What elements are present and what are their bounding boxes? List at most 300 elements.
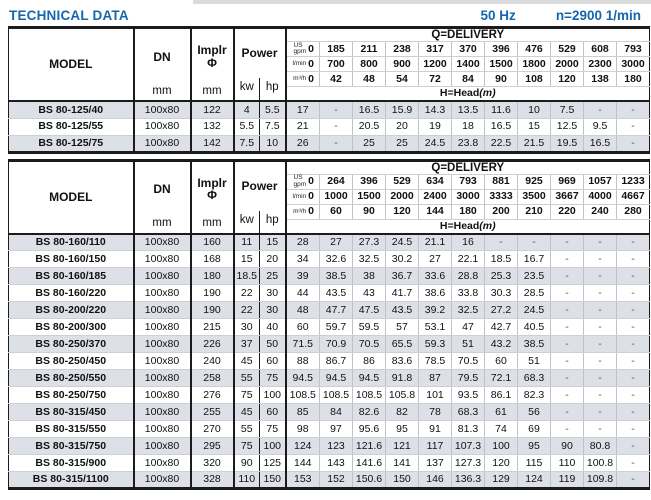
head-value-cell: 28.8 xyxy=(452,268,485,285)
q-m3_h-value: 54 xyxy=(386,72,419,87)
hp-cell: 125 xyxy=(260,455,286,472)
q-m3_h-value: 210 xyxy=(518,204,551,219)
model-cell: BS 80-315/550 xyxy=(9,421,134,438)
head-value-cell: 43.5 xyxy=(386,302,419,319)
q-l_min-value: 2000 xyxy=(386,189,419,204)
head-value-cell: 33.8 xyxy=(452,285,485,302)
implr-cell: 142 xyxy=(191,135,234,152)
head-value-cell: 22.5 xyxy=(485,135,518,152)
head-value-cell: 86 xyxy=(353,353,386,370)
head-value-cell: - xyxy=(584,353,617,370)
hp-cell: 60 xyxy=(260,353,286,370)
implr-cell: 132 xyxy=(191,118,234,135)
head-value-cell: 61 xyxy=(485,404,518,421)
impeller-column-header xyxy=(191,160,234,234)
model-cell: BS 80-315/900 xyxy=(9,455,134,472)
kw-cell: 110 xyxy=(234,472,260,489)
head-value-cell: 25 xyxy=(386,135,419,152)
head-value-cell: 121.6 xyxy=(353,438,386,455)
head-value-cell: 43.5 xyxy=(320,285,353,302)
implr-cell: 180 xyxy=(191,268,234,285)
dn-cell: 100x80 xyxy=(134,370,191,387)
implr-cell: 320 xyxy=(191,455,234,472)
q-us_gpm-value: 264 xyxy=(320,174,353,189)
table-row xyxy=(9,387,650,404)
head-value-cell: - xyxy=(584,336,617,353)
head-value-cell: 40.5 xyxy=(518,319,551,336)
head-value-cell: 129 xyxy=(485,472,518,489)
head-value-cell: 80.8 xyxy=(584,438,617,455)
pump-table-bs80-125 xyxy=(8,26,650,154)
kw-cell: 90 xyxy=(234,455,260,472)
power-column-header xyxy=(234,28,286,102)
head-value-cell: - xyxy=(584,234,617,251)
kw-cell: 55 xyxy=(234,421,260,438)
implr-cell: 258 xyxy=(191,370,234,387)
table-row xyxy=(9,251,650,268)
head-value-cell: 57 xyxy=(386,319,419,336)
head-value-cell: 108.5 xyxy=(286,387,320,404)
head-value-cell: 70.5 xyxy=(353,336,386,353)
impeller-phi-symbol: Φ xyxy=(207,55,217,70)
head-value-cell: 38.6 xyxy=(419,285,452,302)
dn-cell: 100x80 xyxy=(134,455,191,472)
head-value-cell: - xyxy=(551,404,584,421)
implr-cell: 160 xyxy=(191,234,234,251)
table-row xyxy=(9,472,650,489)
head-value-cell: 127.3 xyxy=(452,455,485,472)
q-m3_h-value: 48 xyxy=(353,72,386,87)
kw-cell: 75 xyxy=(234,387,260,404)
model-cell: BS 80-160/110 xyxy=(9,234,134,251)
head-value-cell: 69 xyxy=(518,421,551,438)
dn-unit: mm xyxy=(152,217,172,230)
dn-cell: 100x80 xyxy=(134,421,191,438)
head-value-cell: - xyxy=(551,387,584,404)
q-m3_h-unit-label: m³/h xyxy=(293,75,307,83)
q-us_gpm-unit-label: US gpm xyxy=(293,41,307,56)
table-row xyxy=(9,268,650,285)
head-value-cell: 13.5 xyxy=(452,101,485,118)
head-value-cell: 12.5 xyxy=(551,118,584,135)
head-value-cell: 153 xyxy=(294,473,312,486)
q-l_min-unit-and-zero xyxy=(286,57,320,72)
table-row xyxy=(9,353,650,370)
head-value-cell: 85 xyxy=(286,404,320,421)
model-cell: BS 80-125/75 xyxy=(9,135,134,152)
head-value-cell: - xyxy=(584,421,617,438)
head-value-cell: 82 xyxy=(386,404,419,421)
head-value-cell: 15.9 xyxy=(386,101,419,118)
model-cell: BS 80-250/450 xyxy=(9,353,134,370)
head-value-cell: 150.6 xyxy=(353,472,386,489)
q-l_min-unit-label: l/min xyxy=(292,60,307,67)
head-value-cell: 78.5 xyxy=(419,353,452,370)
hp-cell: 5.5 xyxy=(260,101,286,118)
head-value-cell: 23.8 xyxy=(452,135,485,152)
head-value-cell: 16 xyxy=(452,234,485,251)
head-value-cell: 27 xyxy=(419,251,452,268)
head-value-cell: 19 xyxy=(419,118,452,135)
head-value-cell: 47.7 xyxy=(320,302,353,319)
table-row xyxy=(9,234,650,251)
head-value-cell: 44 xyxy=(286,285,320,302)
q-us_gpm-value: 529 xyxy=(551,42,584,57)
kw-cell: 22 xyxy=(234,302,260,319)
q-l_min-unit-and-zero xyxy=(286,189,320,204)
model-column-header: MODEL xyxy=(9,28,134,102)
head-value-cell: 39 xyxy=(286,268,320,285)
head-value-cell: - xyxy=(617,353,650,370)
head-value-cell: 56 xyxy=(518,404,551,421)
head-value-cell: 22.1 xyxy=(452,251,485,268)
dn-cell: 100x80 xyxy=(134,404,191,421)
head-value-cell: 38.5 xyxy=(320,268,353,285)
head-value-cell: - xyxy=(617,438,650,455)
q-us_gpm-value: 370 xyxy=(452,42,485,57)
table-body xyxy=(9,234,650,489)
table-header xyxy=(9,160,650,234)
table-row xyxy=(9,336,650,353)
head-value-cell: 150 xyxy=(386,472,419,489)
head-value-cell: 141 xyxy=(386,455,419,472)
frequency-label: 50 Hz xyxy=(480,8,516,23)
implr-cell: 270 xyxy=(191,421,234,438)
impeller-column-header xyxy=(191,28,234,102)
kw-cell: 75 xyxy=(234,438,260,455)
head-value-cell: 16.5 xyxy=(584,135,617,152)
hp-cell: 50 xyxy=(260,336,286,353)
q-l_min-value: 3333 xyxy=(485,189,518,204)
q-us_gpm-value: 476 xyxy=(518,42,551,57)
table-row xyxy=(9,285,650,302)
hp-cell: 25 xyxy=(260,268,286,285)
head-value-cell: 10 xyxy=(518,101,551,118)
head-value-cell: 121 xyxy=(386,438,419,455)
dn-cell: 100x80 xyxy=(134,251,191,268)
head-value-cell: 100 xyxy=(485,438,518,455)
hp-unit: hp xyxy=(259,78,285,100)
q-us_gpm-value: 969 xyxy=(551,174,584,189)
head-value-cell: 16.7 xyxy=(518,251,551,268)
kw-cell: 30 xyxy=(234,319,260,336)
head-value-cell: 100.8 xyxy=(584,455,617,472)
q-us_gpm-value: 1057 xyxy=(584,174,617,189)
head-value-cell: 59.7 xyxy=(320,319,353,336)
table-row xyxy=(9,101,650,118)
head-value-cell: - xyxy=(485,234,518,251)
head-value-cell: 94.5 xyxy=(286,370,320,387)
head-value-cell: - xyxy=(617,135,650,152)
model-cell: BS 80-250/370 xyxy=(9,336,134,353)
head-value-cell: - xyxy=(617,302,650,319)
head-value-cell: 32.5 xyxy=(452,302,485,319)
kw-cell: 45 xyxy=(234,353,260,370)
head-value-cell: 98 xyxy=(286,421,320,438)
head-value-cell: 78 xyxy=(419,404,452,421)
head-value-cell: - xyxy=(617,404,650,421)
dn-label: DN xyxy=(153,49,171,64)
q-m3_h-value: 200 xyxy=(485,204,518,219)
table-row xyxy=(9,118,650,135)
head-value-cell: 38.5 xyxy=(518,336,551,353)
head-value-cell: 79.5 xyxy=(452,370,485,387)
head-value-cell: 24.5 xyxy=(419,135,452,152)
head-value-cell: 146 xyxy=(419,472,452,489)
head-value-cell: - xyxy=(584,387,617,404)
dn-cell: 100x80 xyxy=(134,268,191,285)
head-value-cell: 32.5 xyxy=(353,251,386,268)
head-unit: (m) xyxy=(479,87,496,100)
head-value-cell: - xyxy=(617,336,650,353)
kw-cell: 55 xyxy=(234,370,260,387)
dn-cell: 100x80 xyxy=(134,387,191,404)
head-value-cell: - xyxy=(617,285,650,302)
head-value-cell: 124 xyxy=(286,438,320,455)
head-value-cell: 30.3 xyxy=(485,285,518,302)
implr-cell: 240 xyxy=(191,353,234,370)
q-us_gpm-unit-label: US gpm xyxy=(293,174,307,188)
head-value-cell: - xyxy=(617,101,650,118)
model-cell: BS 80-125/40 xyxy=(9,101,134,118)
head-value-cell: 41.7 xyxy=(386,285,419,302)
q-m3_h-value: 90 xyxy=(353,204,386,219)
implr-cell: 168 xyxy=(191,251,234,268)
q-us_gpm-unit-and-zero xyxy=(286,42,320,57)
table-header xyxy=(9,28,650,102)
q-l_min-value: 2300 xyxy=(584,57,617,72)
head-value-cell: 109.8 xyxy=(584,472,617,489)
head-value-cell: - xyxy=(584,404,617,421)
q-us_gpm-value: 396 xyxy=(353,174,386,189)
q-m3_h-value: 0 xyxy=(308,205,315,218)
head-value-cell: 26 xyxy=(296,136,309,149)
head-value-cell: 34 xyxy=(286,251,320,268)
head-value-cell: 72.1 xyxy=(485,370,518,387)
head-value-cell: 28.5 xyxy=(518,285,551,302)
q-m3_h-value: 220 xyxy=(551,204,584,219)
head-value-cell: 9.5 xyxy=(584,118,617,135)
head-value-cell: 25 xyxy=(353,135,386,152)
head-value-cell: 94.5 xyxy=(320,370,353,387)
head-value-cell: 33.6 xyxy=(419,268,452,285)
head-value-cell: 38 xyxy=(353,268,386,285)
dn-cell: 100x80 xyxy=(134,285,191,302)
q-l_min-value: 1200 xyxy=(419,57,452,72)
head-value-cell: - xyxy=(518,234,551,251)
q-l_min-unit-label: l/min xyxy=(292,192,307,200)
head-value-cell: 123 xyxy=(320,438,353,455)
head-value-cell: 16.5 xyxy=(485,118,518,135)
head-value-cell: 51 xyxy=(452,336,485,353)
head-value-cell: - xyxy=(551,421,584,438)
head-value-cell: - xyxy=(551,302,584,319)
q-us_gpm-unit-and-zero xyxy=(286,174,320,189)
head-value-cell: - xyxy=(584,101,617,118)
q-us_gpm-value: 925 xyxy=(518,174,551,189)
model-cell: BS 80-200/300 xyxy=(9,319,134,336)
head-value-cell: 68.3 xyxy=(518,370,551,387)
hp-cell: 60 xyxy=(260,404,286,421)
hp-cell: 100 xyxy=(260,438,286,455)
head-value-cell: - xyxy=(584,251,617,268)
q-l_min-value: 1500 xyxy=(485,57,518,72)
head-value-cell: - xyxy=(551,353,584,370)
q-m3_h-value: 60 xyxy=(320,204,353,219)
dn-cell: 100x80 xyxy=(134,135,191,152)
head-unit: (m) xyxy=(479,219,496,232)
implr-cell: 190 xyxy=(191,285,234,302)
head-value-cell: - xyxy=(617,118,650,135)
hp-cell: 75 xyxy=(260,421,286,438)
hp-cell: 30 xyxy=(260,302,286,319)
q-m3_h-value: 280 xyxy=(617,204,650,219)
head-value-cell: - xyxy=(617,472,650,489)
table-row xyxy=(9,455,650,472)
head-value-cell: 124 xyxy=(518,472,551,489)
kw-cell: 18.5 xyxy=(234,268,260,285)
implr-cell: 295 xyxy=(191,438,234,455)
q-m3_h-value: 138 xyxy=(584,72,617,87)
head-value-cell: 19.5 xyxy=(551,135,584,152)
head-value-cell: 43.2 xyxy=(485,336,518,353)
dn-unit: mm xyxy=(152,84,172,97)
hp-cell: 10 xyxy=(260,135,286,152)
table-row xyxy=(9,135,650,152)
q-m3_h-unit-label: m³/h xyxy=(293,207,307,215)
q-m3_h-value: 0 xyxy=(308,72,315,85)
head-value-cell: 87 xyxy=(419,370,452,387)
head-value-cell: 82.3 xyxy=(518,387,551,404)
hp-unit: hp xyxy=(259,211,285,233)
head-value-cell: 117 xyxy=(419,438,452,455)
kw-cell: 11 xyxy=(234,234,260,251)
head-value-cell: 11.6 xyxy=(485,101,518,118)
q-m3_h-value: 120 xyxy=(551,72,584,87)
head-value-cell: 152 xyxy=(320,472,353,489)
head-label: H=Head xyxy=(439,219,480,232)
q-us_gpm-value: 0 xyxy=(308,42,315,55)
q-us_gpm-value: 1233 xyxy=(617,174,650,189)
q-delivery-header: Q=DELIVERY xyxy=(286,160,650,174)
q-l_min-value: 0 xyxy=(308,57,315,70)
head-value-cell: 144 xyxy=(286,455,320,472)
table-row xyxy=(9,302,650,319)
power-label: Power xyxy=(241,46,278,61)
head-value-cell: - xyxy=(551,251,584,268)
q-l_min-value: 900 xyxy=(386,57,419,72)
head-value-cell: 91.8 xyxy=(386,370,419,387)
head-value-cell: 14.3 xyxy=(419,101,452,118)
head-value-cell: - xyxy=(584,268,617,285)
dn-cell: 100x80 xyxy=(134,472,191,489)
head-value-cell: - xyxy=(617,387,650,404)
q-l_min-value: 3667 xyxy=(551,189,584,204)
head-row-header xyxy=(286,219,650,233)
q-l_min-value: 700 xyxy=(320,57,353,72)
head-value-cell: 24.5 xyxy=(518,302,551,319)
head-value-cell: 70.9 xyxy=(320,336,353,353)
head-value-cell: - xyxy=(617,234,650,251)
head-value-cell: - xyxy=(320,101,353,118)
table-row xyxy=(9,421,650,438)
head-value-cell: 65.5 xyxy=(386,336,419,353)
q-m3_h-value: 144 xyxy=(419,204,452,219)
model-cell: BS 80-315/750 xyxy=(9,438,134,455)
head-value-cell: 91 xyxy=(419,421,452,438)
q-m3_h-value: 90 xyxy=(485,72,518,87)
head-value-cell: 115 xyxy=(518,455,551,472)
model-column-header: MODEL xyxy=(9,160,134,234)
table-body xyxy=(9,101,650,152)
kw-cell: 5.5 xyxy=(234,118,260,135)
model-cell: BS 80-160/150 xyxy=(9,251,134,268)
hp-cell: 20 xyxy=(260,251,286,268)
q-l_min-value: 3000 xyxy=(617,57,650,72)
dn-column-header xyxy=(134,28,191,102)
kw-unit: kw xyxy=(239,81,254,94)
head-value-cell: 90 xyxy=(551,438,584,455)
head-value-cell: 82.6 xyxy=(353,404,386,421)
q-m3_h-value: 84 xyxy=(452,72,485,87)
head-value-cell: 105.8 xyxy=(386,387,419,404)
head-value-cell: 94.5 xyxy=(353,370,386,387)
model-cell: BS 80-250/550 xyxy=(9,370,134,387)
head-value-cell: 143 xyxy=(320,455,353,472)
head-value-cell: - xyxy=(551,234,584,251)
model-cell: BS 80-315/450 xyxy=(9,404,134,421)
kw-cell: 4 xyxy=(234,101,260,118)
head-value-cell: - xyxy=(551,285,584,302)
q-m3_h-value: 240 xyxy=(584,204,617,219)
impeller-label: Implr xyxy=(197,43,227,58)
head-value-cell: 86.7 xyxy=(320,353,353,370)
hp-cell: 7.5 xyxy=(260,118,286,135)
q-m3_h-unit-and-zero xyxy=(286,72,320,87)
head-value-cell: 101 xyxy=(419,387,452,404)
q-us_gpm-value: 793 xyxy=(617,42,650,57)
q-l_min-value: 2400 xyxy=(419,189,452,204)
head-value-cell: - xyxy=(617,251,650,268)
impeller-label: Implr xyxy=(197,175,227,190)
implr-cell: 190 xyxy=(191,302,234,319)
dn-cell: 100x80 xyxy=(134,302,191,319)
head-value-cell: - xyxy=(617,319,650,336)
model-cell: BS 80-160/220 xyxy=(9,285,134,302)
q-us_gpm-value: 529 xyxy=(386,174,419,189)
q-us_gpm-value: 317 xyxy=(419,42,452,57)
q-us_gpm-value: 185 xyxy=(320,42,353,57)
head-row-header xyxy=(286,87,650,101)
kw-cell: 37 xyxy=(234,336,260,353)
dn-cell: 100x80 xyxy=(134,438,191,455)
q-delivery-header: Q=DELIVERY xyxy=(286,28,650,42)
speed-label: n=2900 1/min xyxy=(555,8,641,23)
hp-cell: 150 xyxy=(260,472,286,489)
head-value-cell: 20 xyxy=(386,118,419,135)
kw-cell: 7.5 xyxy=(234,135,260,152)
head-value-cell: 141.6 xyxy=(353,455,386,472)
table-row xyxy=(9,404,650,421)
q-us_gpm-value: 881 xyxy=(485,174,518,189)
hp-cell: 75 xyxy=(260,370,286,387)
head-value-cell: 39.2 xyxy=(419,302,452,319)
head-value-cell: 28 xyxy=(286,234,320,251)
power-label: Power xyxy=(241,178,278,193)
head-value-cell: - xyxy=(584,319,617,336)
head-value-cell: - xyxy=(551,370,584,387)
q-m3_h-value: 108 xyxy=(518,72,551,87)
